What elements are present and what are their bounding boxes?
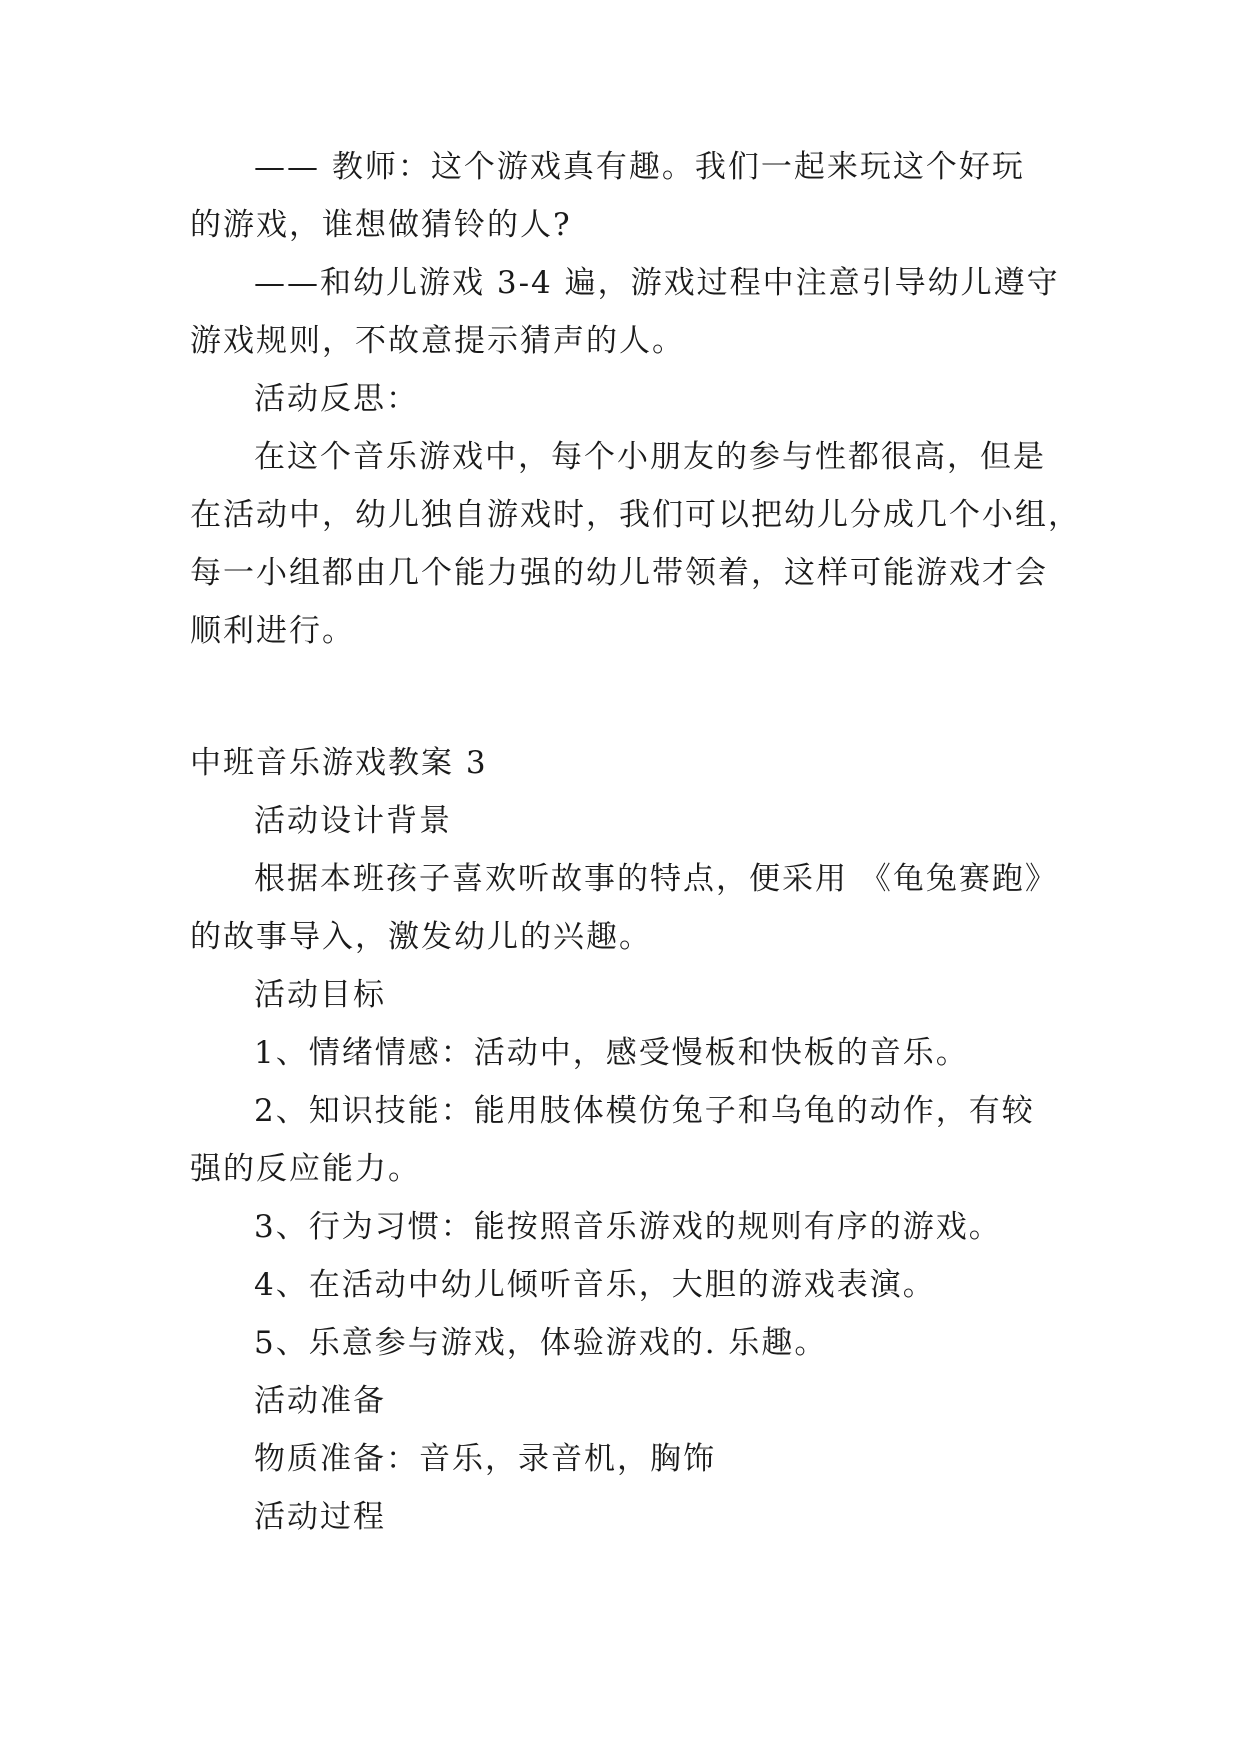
document-section — [190, 734, 1058, 1546]
list-item: 3、行为习惯：能按照音乐游戏的规则有序的游戏。 — [254, 1209, 1002, 1245]
section-heading: 活动设计背景 — [254, 803, 452, 839]
paragraph-line: 的故事导入，激发幼儿的兴趣。 — [190, 919, 652, 955]
section-heading: 活动目标 — [254, 977, 386, 1013]
section-heading: 活动准备 — [254, 1383, 386, 1419]
paragraph-line: ——和幼儿游戏 3-4 遍，游戏过程中注意引导幼儿遵守 — [254, 265, 1060, 301]
paragraph-line: 的游戏，谁想做猜铃的人? — [190, 207, 572, 243]
paragraph-line: 物质准备：音乐，录音机，胸饰 — [254, 1441, 716, 1477]
paragraph-line: 在活动中，幼儿独自游戏时，我们可以把幼儿分成几个小组， — [190, 497, 1081, 533]
document-body — [190, 138, 1081, 660]
list-item: 1、情绪情感：活动中，感受慢板和快板的音乐。 — [254, 1035, 969, 1071]
list-item: 5、乐意参与游戏，体验游戏的. 乐趣。 — [254, 1325, 828, 1361]
paragraph-line: 强的反应能力。 — [190, 1151, 421, 1187]
paragraph-line: 每一小组都由几个能力强的幼儿带领着，这样可能游戏才会 — [190, 555, 1048, 591]
section-heading: 活动过程 — [254, 1499, 386, 1535]
section-heading: 活动反思： — [254, 381, 419, 417]
paragraph-line: 游戏规则，不故意提示猜声的人。 — [190, 323, 685, 359]
document-title: 中班音乐游戏教案 3 — [190, 745, 488, 781]
paragraph-line: —— 教师：这个游戏真有趣。我们一起来玩这个好玩 — [254, 149, 1025, 185]
list-item: 4、在活动中幼儿倾听音乐，大胆的游戏表演。 — [254, 1267, 936, 1303]
paragraph-line: 顺利进行。 — [190, 613, 355, 649]
list-item: 2、知识技能：能用肢体模仿兔子和乌龟的动作，有较 — [254, 1093, 1035, 1129]
paragraph-line: 在这个音乐游戏中，每个小朋友的参与性都很高，但是 — [254, 439, 1046, 475]
paragraph-line: 根据本班孩子喜欢听故事的特点，便采用 《龟兔赛跑》 — [254, 861, 1058, 897]
